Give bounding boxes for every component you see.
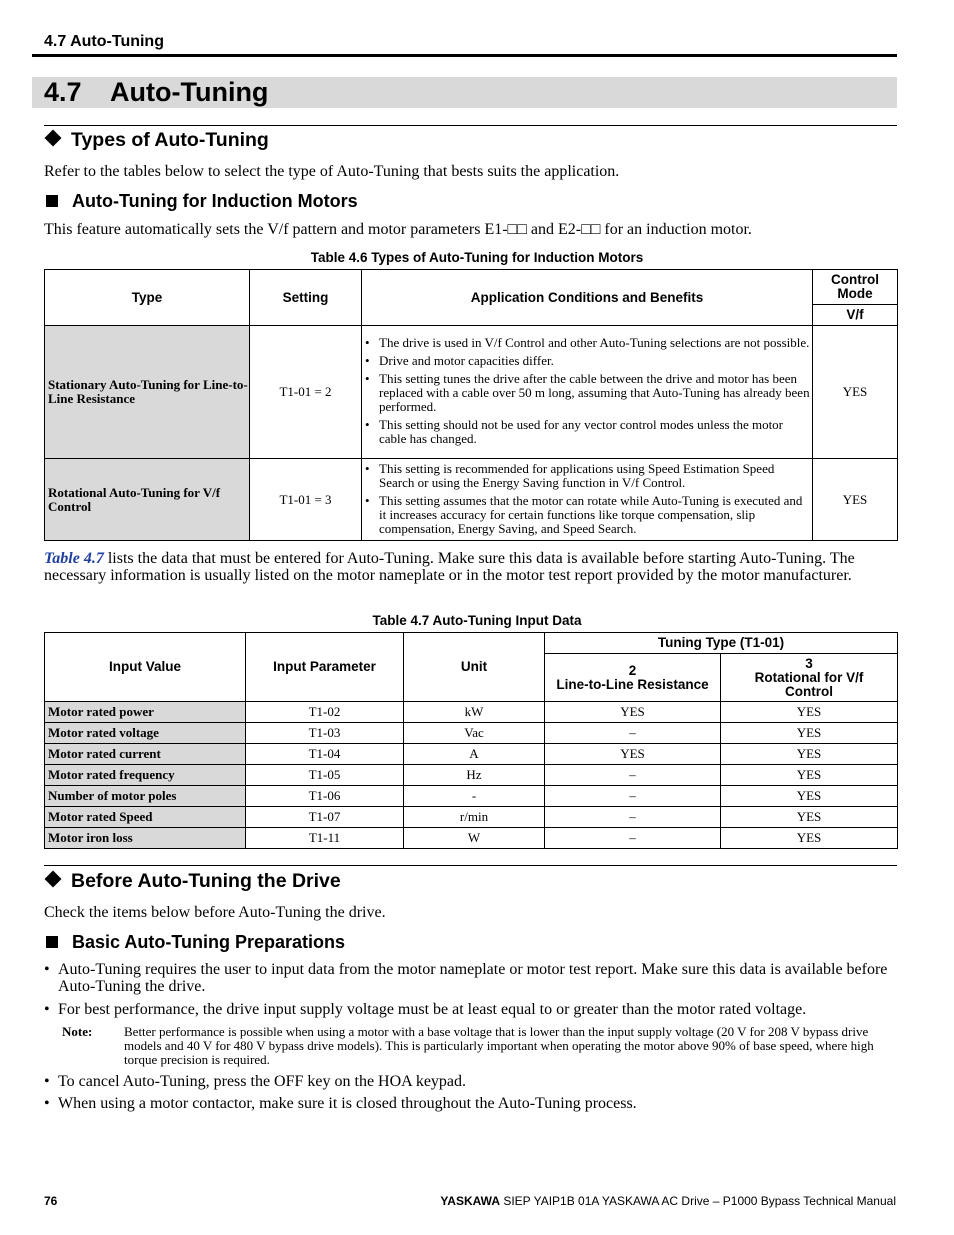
table-auto-tuning-input-data [44, 632, 898, 849]
list-item: • Drive and motor capacities differ. [365, 354, 810, 368]
table-row [45, 326, 898, 459]
section-intro: Check the items below before Auto-Tuning the drive. [44, 904, 386, 921]
table-row: Motor rated voltage T1-03 Vac – YES [45, 723, 898, 744]
header-rule [32, 54, 897, 57]
cell-vf: YES [813, 459, 898, 541]
square-bullet-icon [46, 936, 58, 948]
cell-vf: YES [813, 326, 898, 459]
cell-type: Rotational Auto-Tuning for V/f Control [45, 459, 250, 541]
list-item: • Auto-Tuning requires the user to input data from the motor nameplate or motor test report. Make sure this data is available before Auto-Tuning the drive. [44, 961, 897, 995]
page-number: 76 [44, 1194, 58, 1208]
cell-setting: T1-01 = 2 [250, 326, 362, 459]
table-types-of-auto-tuning [44, 269, 898, 541]
table-row: Motor rated power T1-02 kW YES YES [45, 702, 898, 723]
section-intro: Refer to the tables below to select the type of Auto-Tuning that bests suits the application. [44, 163, 620, 180]
diamond-bullet-icon [45, 871, 62, 888]
table-caption-4-7: Table 4.7 Auto-Tuning Input Data [372, 613, 582, 628]
footer-manual-title: YASKAWA SIEP YAIP1B 01A YASKAWA AC Drive – P1000 Bypass Technical Manual [440, 1194, 896, 1208]
list-item: • For best performance, the drive input supply voltage must be at least equal to or greater than the motor rated voltage. [44, 1001, 897, 1018]
th-setting: Setting [250, 270, 362, 326]
section-heading-types: Types of Auto-Tuning [44, 129, 269, 152]
list-item: • To cancel Auto-Tuning, press the OFF key on the HOA keypad. [44, 1073, 897, 1090]
note-label: Note: [62, 1024, 93, 1039]
table-row: Number of motor poles T1-06 - – YES [45, 786, 898, 807]
table-4-7-link[interactable]: Table 4.7 [44, 550, 104, 567]
list-item: • This setting is recommended for applications using Speed Estimation Speed Search or using the Energy Saving function in V/f Control. [365, 462, 810, 490]
th-type: Type [45, 270, 250, 326]
th-rotational: 3 Rotational for V/f Control [721, 654, 898, 702]
th-control-mode: Control Mode [813, 270, 898, 305]
subsection-heading-induction: Auto-Tuning for Induction Motors [44, 191, 358, 212]
list-item: • This setting assumes that the motor can rotate while Auto-Tuning is executed and it increases accuracy for certain functions like torque compensation, slip compensation, Energy Saving, and Speed Search. [365, 494, 810, 536]
section-heading-before: Before Auto-Tuning the Drive [44, 870, 341, 893]
table-row: Motor iron loss T1-11 W – YES [45, 828, 898, 849]
footer-brand: YASKAWA [440, 1194, 500, 1208]
th-application: Application Conditions and Benefits [362, 270, 813, 326]
th-vf: V/f [813, 305, 898, 326]
table-row: Motor rated Speed T1-07 r/min – YES [45, 807, 898, 828]
section-rule [44, 865, 897, 866]
table-row: Motor rated current T1-04 A YES YES [45, 744, 898, 765]
list-item: • This setting tunes the drive after the cable between the drive and motor has been replaced with a cable over 50 m long, assuming that Auto-Tuning has already been performed. [365, 372, 810, 414]
subsection-text: This feature automatically sets the V/f pattern and motor parameters E1-□□ and E2-□□ for an induction motor. [44, 221, 752, 238]
subsection-heading-preparations: Basic Auto-Tuning Preparations [44, 932, 345, 953]
th-unit: Unit [404, 633, 545, 702]
table-caption-4-6: Table 4.6 Types of Auto-Tuning for Induction Motors [310, 250, 644, 265]
note-text: Better performance is possible when using a motor with a base voltage that is lower than the input supply voltage (20 V for 208 V bypass drive models and 40 V for 480 V bypass drive models). This is particularly important when operating the motor above 90% of base speed, where high torque precision is required. [124, 1024, 874, 1067]
table-row [45, 459, 898, 541]
th-input-value: Input Value [45, 633, 246, 702]
square-bullet-icon [46, 195, 58, 207]
chapter-title [44, 77, 268, 108]
running-head: 4.7 Auto-Tuning [44, 33, 164, 50]
cell-setting: T1-01 = 3 [250, 459, 362, 541]
list-item: • The drive is used in V/f Control and other Auto-Tuning selections are not possible. [365, 336, 810, 350]
section-rule [44, 125, 897, 126]
list-item: • When using a motor contactor, make sure it is closed throughout the Auto-Tuning process. [44, 1095, 897, 1112]
table-row: Motor rated frequency T1-05 Hz – YES [45, 765, 898, 786]
cell-conditions [362, 326, 813, 459]
th-line-to-line: 2 Line-to-Line Resistance [545, 654, 721, 702]
chapter-number: 4.7 [44, 77, 82, 107]
cell-type: Stationary Auto-Tuning for Line-to-Line Resistance [45, 326, 250, 459]
note-block [62, 1025, 897, 1069]
diamond-bullet-icon [45, 130, 62, 147]
th-input-parameter: Input Parameter [246, 633, 404, 702]
cell-conditions [362, 459, 813, 541]
list-item: • This setting should not be used for any vector control modes unless the motor cable has changed. [365, 418, 810, 446]
th-tuning-type: Tuning Type (T1-01) [545, 633, 898, 654]
table-4-7-intro: Table 4.7 lists the data that must be entered for Auto-Tuning. Make sure this data is available before starting Auto-Tuning. The necessary information is usually listed on the motor nameplate or in the motor test report provided by the motor manufacturer. [44, 550, 855, 584]
chapter-name: Auto-Tuning [110, 77, 269, 107]
